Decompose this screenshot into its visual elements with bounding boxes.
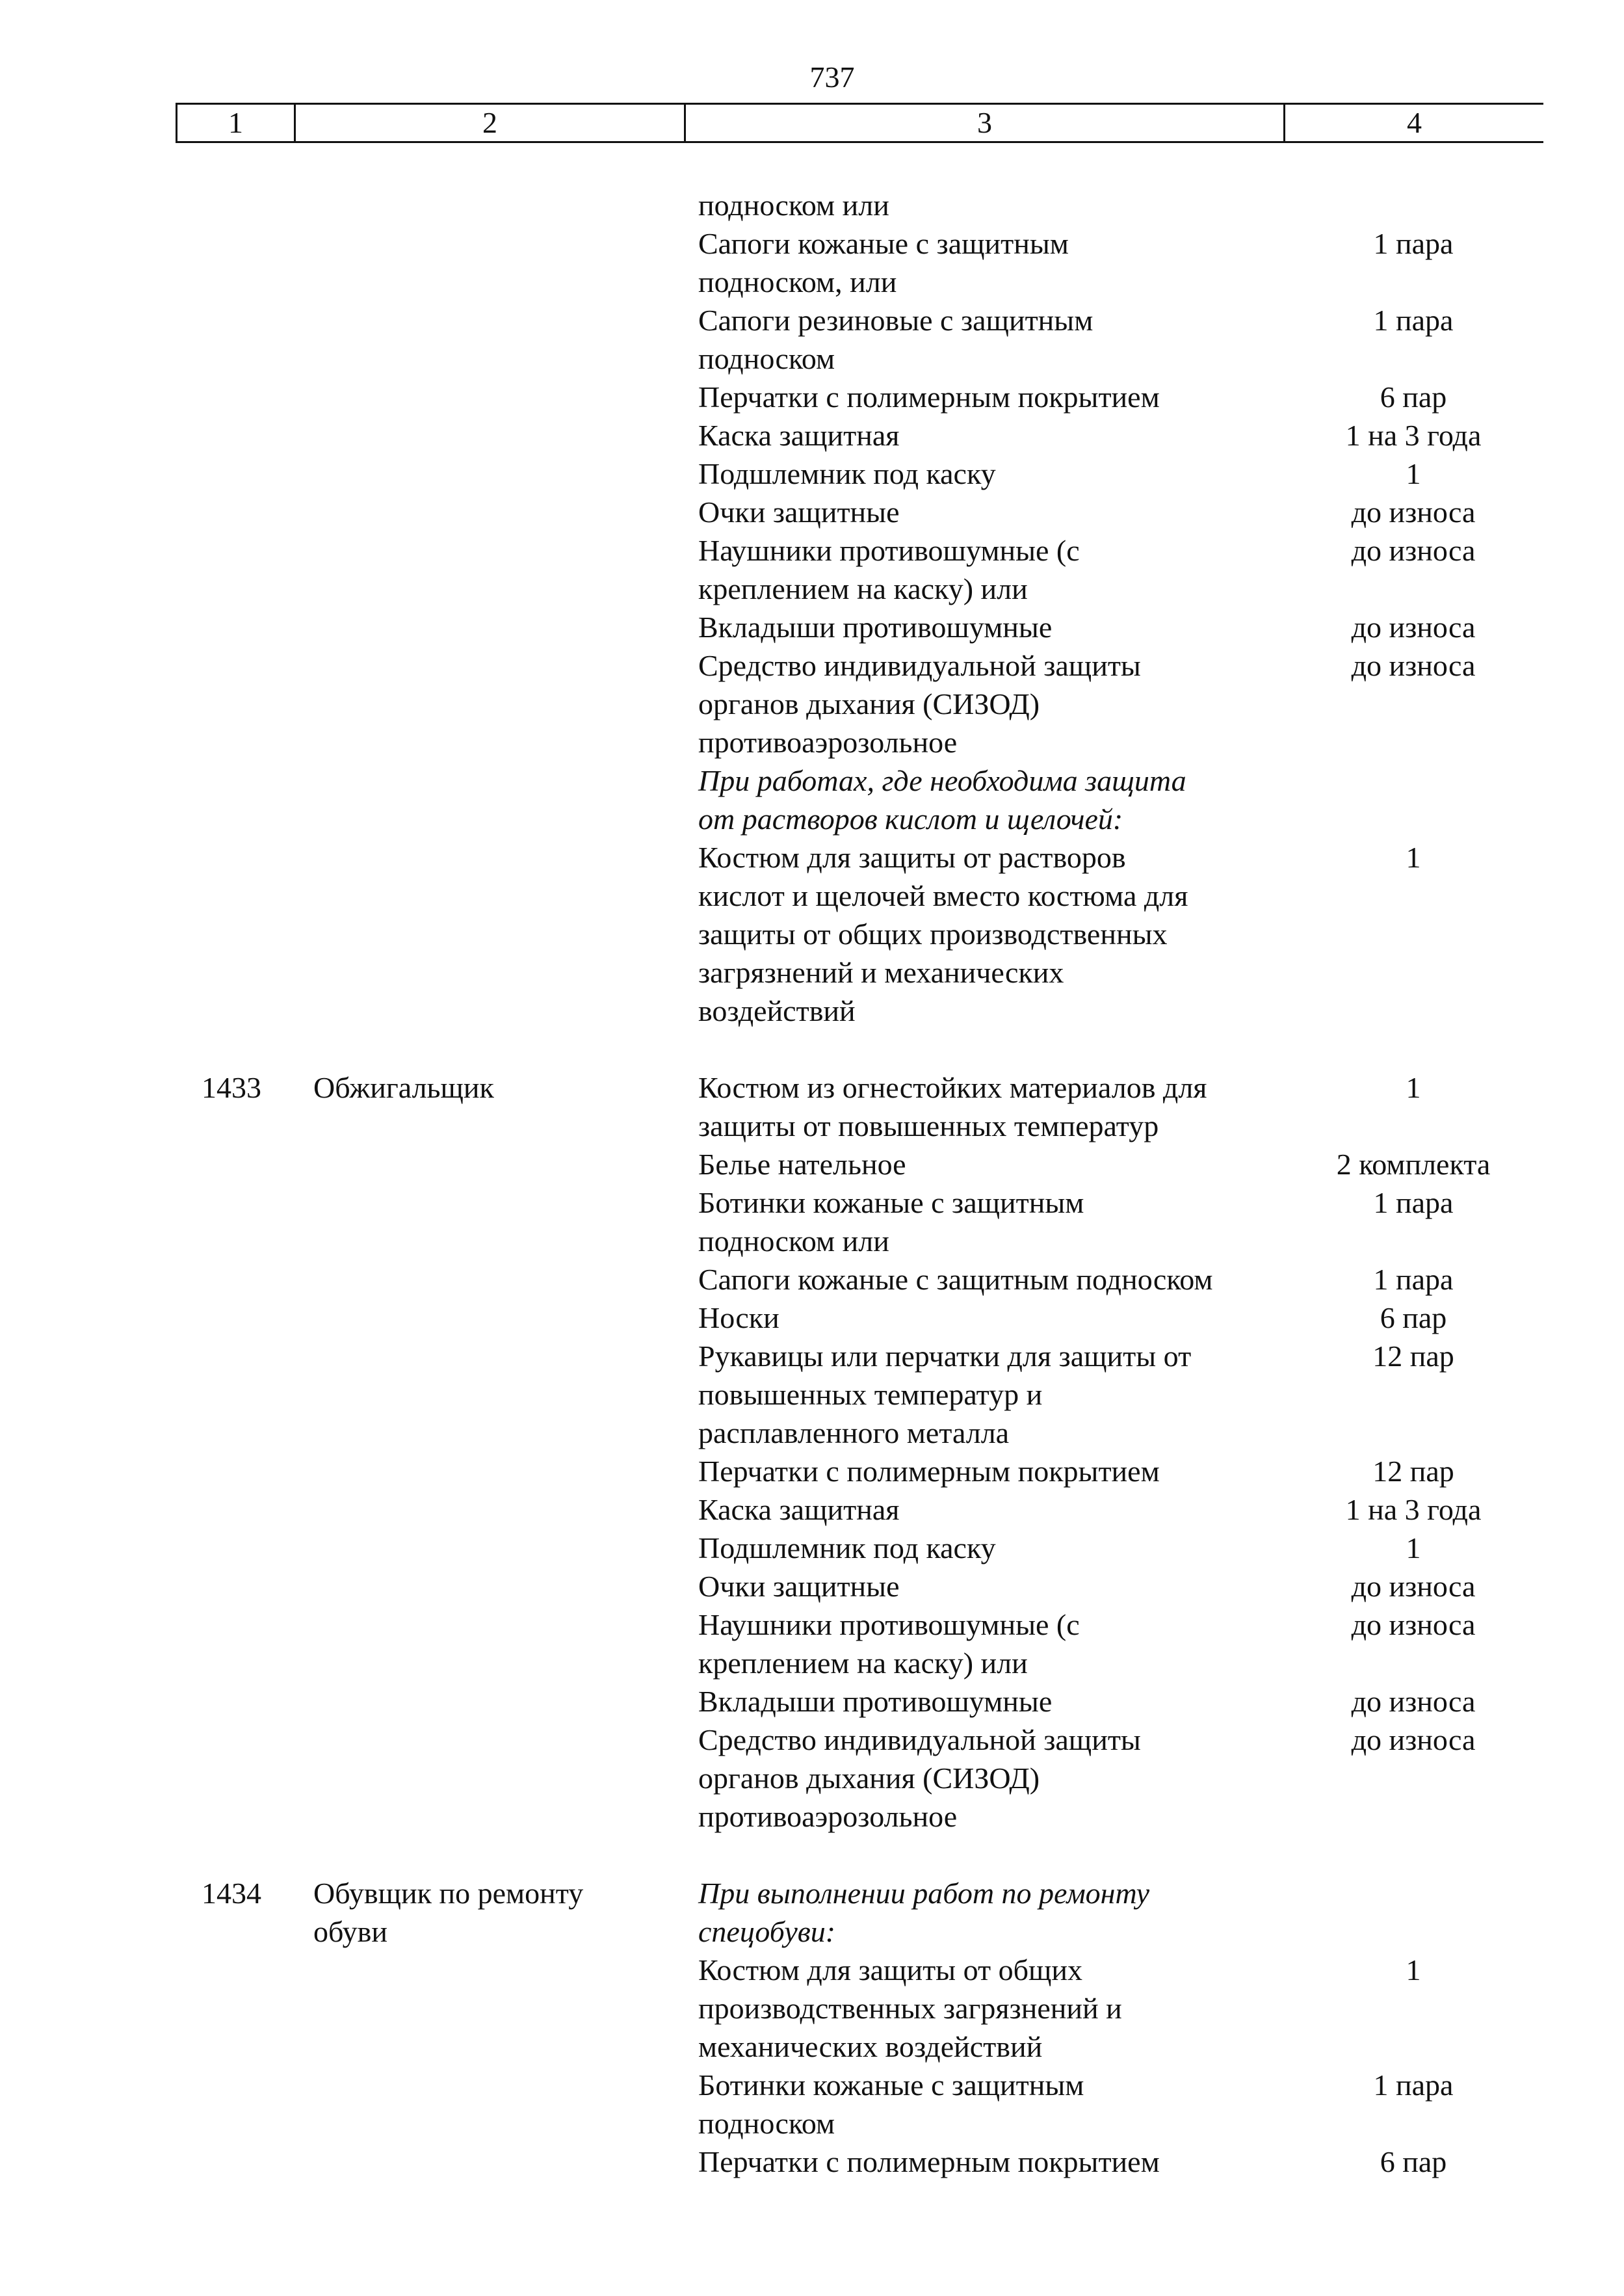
item-row bbox=[176, 1874, 1543, 1951]
item-name-line: Очки защитные bbox=[698, 495, 900, 529]
item-name-line: Сапоги резиновые с защитным bbox=[698, 304, 1094, 337]
profession-entry bbox=[176, 1874, 1543, 2181]
item-name bbox=[684, 2143, 1283, 2181]
item-norm: до износа bbox=[1351, 611, 1476, 644]
column-header-3: 3 bbox=[686, 105, 1285, 141]
item-name-line: Носки bbox=[698, 1301, 779, 1334]
item-name bbox=[684, 2066, 1283, 2143]
item-norm: 1 bbox=[1406, 1071, 1421, 1104]
item-name-lines bbox=[698, 186, 1277, 224]
item-row bbox=[176, 531, 1543, 608]
item-name-line: воздействий bbox=[698, 994, 856, 1027]
norms-table-body bbox=[176, 186, 1543, 2181]
column-header-1: 1 bbox=[177, 105, 296, 141]
item-name-line: Костюм из огнестойких материалов для bbox=[698, 1071, 1207, 1104]
section-spacer bbox=[176, 1030, 1543, 1068]
item-norm: 2 комплекта bbox=[1336, 1148, 1491, 1181]
profession-line: обуви bbox=[313, 1915, 387, 1948]
item-name-line: Подшлемник под каску bbox=[698, 457, 996, 490]
profession-lines bbox=[313, 1068, 671, 1107]
item-name-lines bbox=[698, 1951, 1277, 2066]
item-row bbox=[176, 1183, 1543, 1260]
item-name bbox=[684, 378, 1283, 416]
item-row bbox=[176, 493, 1543, 531]
item-name-line: При выполнении работ по ремонту bbox=[698, 1877, 1149, 1910]
item-row bbox=[176, 1299, 1543, 1337]
item-norm: 6 пар bbox=[1380, 2145, 1447, 2178]
item-name-lines bbox=[698, 1874, 1277, 1951]
item-name bbox=[684, 186, 1283, 224]
item-row bbox=[176, 1068, 1543, 1145]
entry-number: 1433 bbox=[202, 1071, 261, 1104]
item-row bbox=[176, 378, 1543, 416]
item-name-line: Перчатки с полимерным покрытием bbox=[698, 1455, 1160, 1488]
item-name-lines bbox=[698, 1529, 1277, 1567]
item-name bbox=[684, 224, 1283, 301]
item-name-line: Перчатки с полимерным покрытием bbox=[698, 2145, 1160, 2178]
profession-line: Обжигальщик bbox=[313, 1071, 494, 1104]
item-row bbox=[176, 1260, 1543, 1299]
item-name bbox=[684, 1145, 1283, 1183]
condition-note bbox=[684, 761, 1283, 838]
item-row bbox=[176, 224, 1543, 301]
item-name-line: кислот и щелочей вместо костюма для bbox=[698, 879, 1188, 912]
item-name bbox=[684, 1529, 1283, 1567]
section-spacer bbox=[176, 1836, 1543, 1874]
item-name-lines bbox=[698, 1260, 1277, 1299]
item-name-line: Подшлемник под каску bbox=[698, 1531, 996, 1564]
item-name-line: Ботинки кожаные с защитным bbox=[698, 2068, 1084, 2102]
item-name-line: подноском bbox=[698, 2107, 835, 2140]
item-name bbox=[684, 608, 1283, 646]
entry-number: 1434 bbox=[202, 1877, 261, 1910]
item-row bbox=[176, 1452, 1543, 1490]
item-name-line: Сапоги кожаные с защитным bbox=[698, 227, 1069, 260]
item-norm: 1 пара bbox=[1373, 2068, 1454, 2102]
item-name-lines bbox=[698, 301, 1277, 378]
condition-note bbox=[684, 1874, 1283, 1951]
item-norm: до износа bbox=[1351, 1723, 1476, 1756]
item-name-lines bbox=[698, 1337, 1277, 1452]
item-row bbox=[176, 1337, 1543, 1452]
item-norm: 12 пар bbox=[1372, 1455, 1454, 1488]
item-norm: 1 на 3 года bbox=[1345, 1493, 1482, 1526]
item-name-lines bbox=[698, 1490, 1277, 1529]
item-name-lines bbox=[698, 378, 1277, 416]
item-norm: 1 на 3 года bbox=[1345, 419, 1482, 452]
profession-entry bbox=[176, 1068, 1543, 1836]
item-name-line: Наушники противошумные (с bbox=[698, 534, 1080, 567]
item-name-lines bbox=[698, 416, 1277, 455]
item-norm: 12 пар bbox=[1372, 1339, 1454, 1373]
item-name-line: Перчатки с полимерным покрытием bbox=[698, 380, 1160, 414]
item-name-line: противоаэрозольное bbox=[698, 726, 958, 759]
item-name bbox=[684, 1567, 1283, 1605]
item-name bbox=[684, 1721, 1283, 1836]
item-row bbox=[176, 646, 1543, 761]
item-row bbox=[176, 608, 1543, 646]
item-name bbox=[684, 1068, 1283, 1145]
item-name bbox=[684, 1183, 1283, 1260]
item-name-line: Белье нательное bbox=[698, 1148, 906, 1181]
item-name-line: Ботинки кожаные с защитным bbox=[698, 1186, 1084, 1219]
item-norm: 6 пар bbox=[1380, 1301, 1447, 1334]
item-name-line: Каска защитная bbox=[698, 419, 900, 452]
item-norm: 1 bbox=[1406, 841, 1421, 874]
item-name-line: Вкладыши противошумные bbox=[698, 1685, 1053, 1718]
item-row bbox=[176, 186, 1543, 224]
item-norm: до износа bbox=[1351, 1608, 1476, 1641]
item-name-lines bbox=[698, 1299, 1277, 1337]
item-norm: 1 пара bbox=[1373, 304, 1454, 337]
profession-name bbox=[294, 1874, 684, 1951]
item-row bbox=[176, 455, 1543, 493]
item-name bbox=[684, 1337, 1283, 1452]
item-name-lines bbox=[698, 838, 1277, 1030]
item-name-line: противоаэрозольное bbox=[698, 1800, 958, 1833]
item-name-line: Сапоги кожаные с защитным подноском bbox=[698, 1263, 1213, 1296]
item-name-line: подноском bbox=[698, 342, 835, 375]
item-name-line: Рукавицы или перчатки для защиты от bbox=[698, 1339, 1192, 1373]
item-name-line: Наушники противошумные (с bbox=[698, 1608, 1080, 1641]
item-row bbox=[176, 1567, 1543, 1605]
item-name-line: креплением на каску) или bbox=[698, 1646, 1028, 1680]
item-name-line: Каска защитная bbox=[698, 1493, 900, 1526]
item-name-lines bbox=[698, 2066, 1277, 2143]
item-name-line: производственных загрязнений и bbox=[698, 1992, 1122, 2025]
item-name-lines bbox=[698, 646, 1277, 761]
item-name-lines bbox=[698, 1567, 1277, 1605]
item-name-line: Костюм для защиты от растворов bbox=[698, 841, 1126, 874]
item-name-line: Костюм для защиты от общих bbox=[698, 1953, 1083, 1986]
item-name-lines bbox=[698, 493, 1277, 531]
item-name bbox=[684, 1452, 1283, 1490]
item-norm: 6 пар bbox=[1380, 380, 1447, 414]
item-norm: до износа bbox=[1351, 1685, 1476, 1718]
item-name-line: от растворов кислот и щелочей: bbox=[698, 802, 1123, 836]
item-row bbox=[176, 761, 1543, 838]
item-norm: 1 bbox=[1406, 457, 1421, 490]
item-name-line: Вкладыши противошумные bbox=[698, 611, 1053, 644]
item-row bbox=[176, 1529, 1543, 1567]
item-norm: 1 bbox=[1406, 1531, 1421, 1564]
item-name-line: подноском или bbox=[698, 189, 889, 222]
item-name-line: механических воздействий bbox=[698, 2030, 1043, 2063]
column-header-2: 2 bbox=[296, 105, 686, 141]
column-header-row bbox=[176, 103, 1543, 143]
item-name-lines bbox=[698, 2143, 1277, 2181]
item-name-lines bbox=[698, 1605, 1277, 1682]
item-row bbox=[176, 838, 1543, 1030]
item-name-lines bbox=[698, 1183, 1277, 1260]
item-name-line: повышенных температур и bbox=[698, 1378, 1043, 1411]
item-row bbox=[176, 1490, 1543, 1529]
item-row bbox=[176, 2143, 1543, 2181]
item-row bbox=[176, 1721, 1543, 1836]
item-name bbox=[684, 1490, 1283, 1529]
item-name-line: защиты от общих производственных bbox=[698, 917, 1168, 951]
item-name bbox=[684, 301, 1283, 378]
item-name-line: Очки защитные bbox=[698, 1570, 900, 1603]
item-norm: 1 пара bbox=[1373, 227, 1454, 260]
column-header-4: 4 bbox=[1407, 106, 1422, 139]
item-norm: 1 bbox=[1406, 1953, 1421, 1986]
item-name-lines bbox=[698, 1452, 1277, 1490]
profession-line: Обувщик по ремонту bbox=[313, 1877, 584, 1910]
item-row bbox=[176, 1145, 1543, 1183]
item-row bbox=[176, 1682, 1543, 1721]
item-row bbox=[176, 1605, 1543, 1682]
item-name-line: Средство индивидуальной защиты bbox=[698, 1723, 1141, 1756]
item-name-lines bbox=[698, 1721, 1277, 1836]
item-row bbox=[176, 416, 1543, 455]
item-row bbox=[176, 1951, 1543, 2066]
item-name bbox=[684, 1605, 1283, 1682]
item-norm: 1 пара bbox=[1373, 1263, 1454, 1296]
item-name-line: Средство индивидуальной защиты bbox=[698, 649, 1141, 682]
item-name-line: подноском или bbox=[698, 1224, 889, 1258]
item-name-lines bbox=[698, 531, 1277, 608]
item-name bbox=[684, 1299, 1283, 1337]
item-name-line: загрязнений и механических bbox=[698, 956, 1064, 989]
item-name-lines bbox=[698, 224, 1277, 301]
item-name bbox=[684, 1260, 1283, 1299]
item-row bbox=[176, 2066, 1543, 2143]
item-name bbox=[684, 1682, 1283, 1721]
item-name bbox=[684, 646, 1283, 761]
item-name-line: подноском, или bbox=[698, 265, 897, 298]
item-name-line: органов дыхания (СИЗОД) bbox=[698, 1762, 1040, 1795]
item-name bbox=[684, 1951, 1283, 2066]
item-norm: 1 пара bbox=[1373, 1186, 1454, 1219]
item-norm: до износа bbox=[1351, 649, 1476, 682]
profession-name bbox=[294, 1068, 684, 1107]
profession-entry bbox=[176, 186, 1543, 1030]
item-name bbox=[684, 493, 1283, 531]
item-name-lines bbox=[698, 455, 1277, 493]
item-name-lines bbox=[698, 761, 1277, 838]
item-name-lines bbox=[698, 608, 1277, 646]
item-name-lines bbox=[698, 1145, 1277, 1183]
item-name bbox=[684, 838, 1283, 1030]
item-name-line: органов дыхания (СИЗОД) bbox=[698, 687, 1040, 720]
item-name bbox=[684, 531, 1283, 608]
item-row bbox=[176, 301, 1543, 378]
item-name-lines bbox=[698, 1682, 1277, 1721]
item-name bbox=[684, 455, 1283, 493]
page-number: 737 bbox=[809, 60, 855, 94]
item-name-lines bbox=[698, 1068, 1277, 1145]
item-name-line: расплавленного металла bbox=[698, 1416, 1010, 1449]
item-norm: до износа bbox=[1351, 495, 1476, 529]
item-name-line: При работах, где необходима защита bbox=[698, 764, 1186, 797]
item-norm: до износа bbox=[1351, 1570, 1476, 1603]
profession-lines bbox=[313, 1874, 671, 1951]
item-name bbox=[684, 416, 1283, 455]
item-name-line: защиты от повышенных температур bbox=[698, 1109, 1159, 1142]
item-norm: до износа bbox=[1351, 534, 1476, 567]
item-name-line: креплением на каску) или bbox=[698, 572, 1028, 605]
item-name-line: спецобуви: bbox=[698, 1915, 836, 1948]
